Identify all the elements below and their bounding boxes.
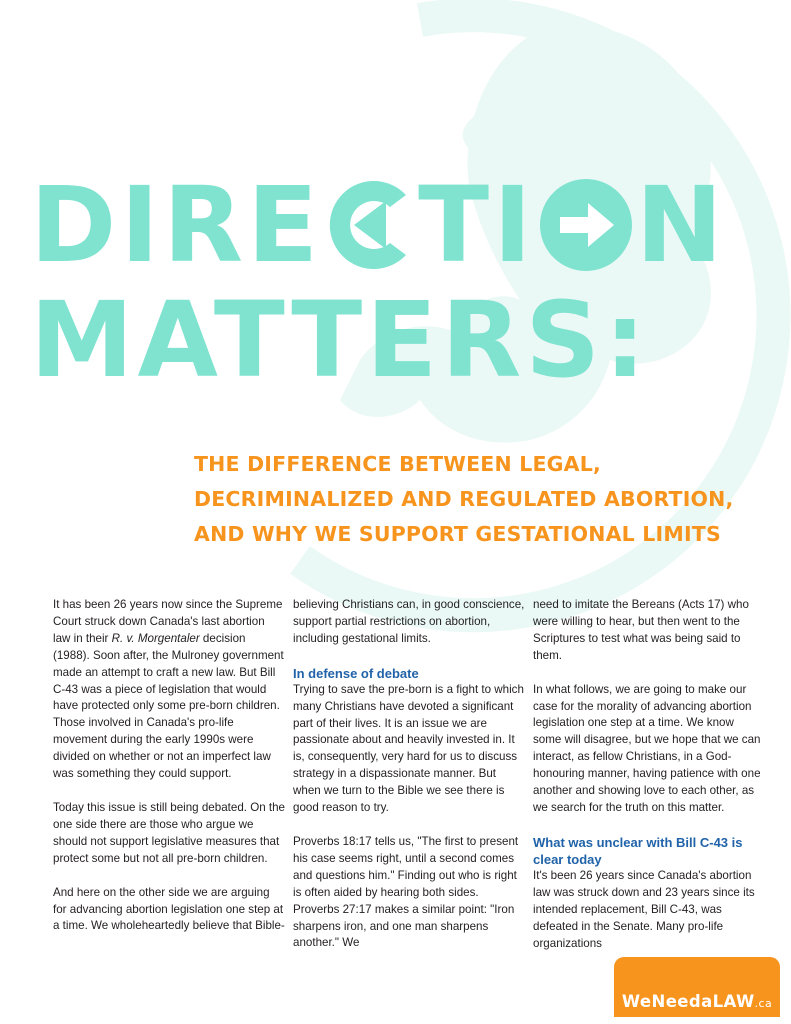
subhead-line3: AND WHY WE SUPPORT GESTATIONAL LIMITS xyxy=(194,522,721,546)
headline-line2: MATTERS: xyxy=(30,279,650,401)
paragraph: And here on the other side we are arguing for advancing abortion legislation one step at a time. We wholeheartedly believe that Bible- xyxy=(53,885,285,933)
logo-suffix: .ca xyxy=(754,997,773,1010)
section-heading: In defense of debate xyxy=(293,665,419,681)
subheadline xyxy=(194,447,754,552)
headline-part-b: TI xyxy=(418,164,536,286)
headline-part-a: DIRE xyxy=(30,164,323,286)
paragraph: In what follows, we are going to make our case for the morality of advancing abortion legislation one step at a time. We know some will disagree, but we hope that we can interact, as fellow Christians, in a God-honouring manner, having patience with one another and showing love to each other, as we search for the truth on this matter. xyxy=(533,682,761,814)
paragraph: believing Christians can, in good conscience, support partial restrictions on abortion, including gestational limits. xyxy=(293,598,525,645)
brand-logo xyxy=(622,992,772,1011)
paragraph-text: decision (1988). Soon after, the Mulroney government made an attempt to craft a new law. But Bill C-43 was a piece of legislation that would have protected only some pre-born children. Those involved in Canada's pro-life movement during the early 1990s were divided on whether or not an imperfect law was something they could support. xyxy=(53,631,284,781)
section-heading: What was unclear with Bill C-43 is clear today xyxy=(533,834,743,867)
c-arrow-icon xyxy=(324,175,416,275)
o-arrow-icon xyxy=(540,179,632,271)
subhead-line1: THE DIFFERENCE BETWEEN LEGAL, xyxy=(194,452,602,476)
headline-part-c: N xyxy=(635,164,727,286)
paragraph: Today this issue is still being debated. On the one side there are those who argue we should not support legislative measures that protect some but not all pre-born children. xyxy=(53,800,286,865)
article-column-1 xyxy=(53,597,285,952)
paragraph: Trying to save the pre-born is a fight to which many Christians have devoted a significant part of their lives. It is an issue we are passionate about and heavily invested in. It is, consequently, very hard for us to discuss strategy in a dispassionate manner. But when we turn to the Bible we see there is good reason to try. xyxy=(293,682,524,815)
brand-logo-tab xyxy=(614,957,780,1017)
paragraph-text: It has been 26 years now since the Supreme Court struck down Canada's last abortion law in their xyxy=(53,598,283,645)
subhead-line2: DECRIMINALIZED AND REGULATED ABORTION, xyxy=(194,487,734,511)
paragraph: Proverbs 18:17 tells us, "The first to present his case seems right, until a second comes and questions him." Finding out who is right is often aided by hearing both sides. Proverbs 27:17 makes a similar point: "Iron sharpens iron, and one man sharpens another." We xyxy=(293,834,519,950)
case-name: R. v. Morgentaler xyxy=(111,631,200,645)
headline-line1 xyxy=(30,164,780,286)
headline xyxy=(30,164,780,401)
paragraph: It's been 26 years since Canada's abortion law was struck down and 23 years since its intended replacement, Bill C-43, was defeated in the Senate. Many pro-life organizations xyxy=(533,868,755,950)
article-column-2 xyxy=(293,597,525,969)
article-column-3 xyxy=(533,597,765,969)
logo-text: WeNeedaLAW xyxy=(621,992,755,1011)
paragraph xyxy=(53,597,285,783)
paragraph: need to imitate the Bereans (Acts 17) who were willing to hear, but then went to the Scriptures to test what was being said to them. xyxy=(533,598,749,662)
